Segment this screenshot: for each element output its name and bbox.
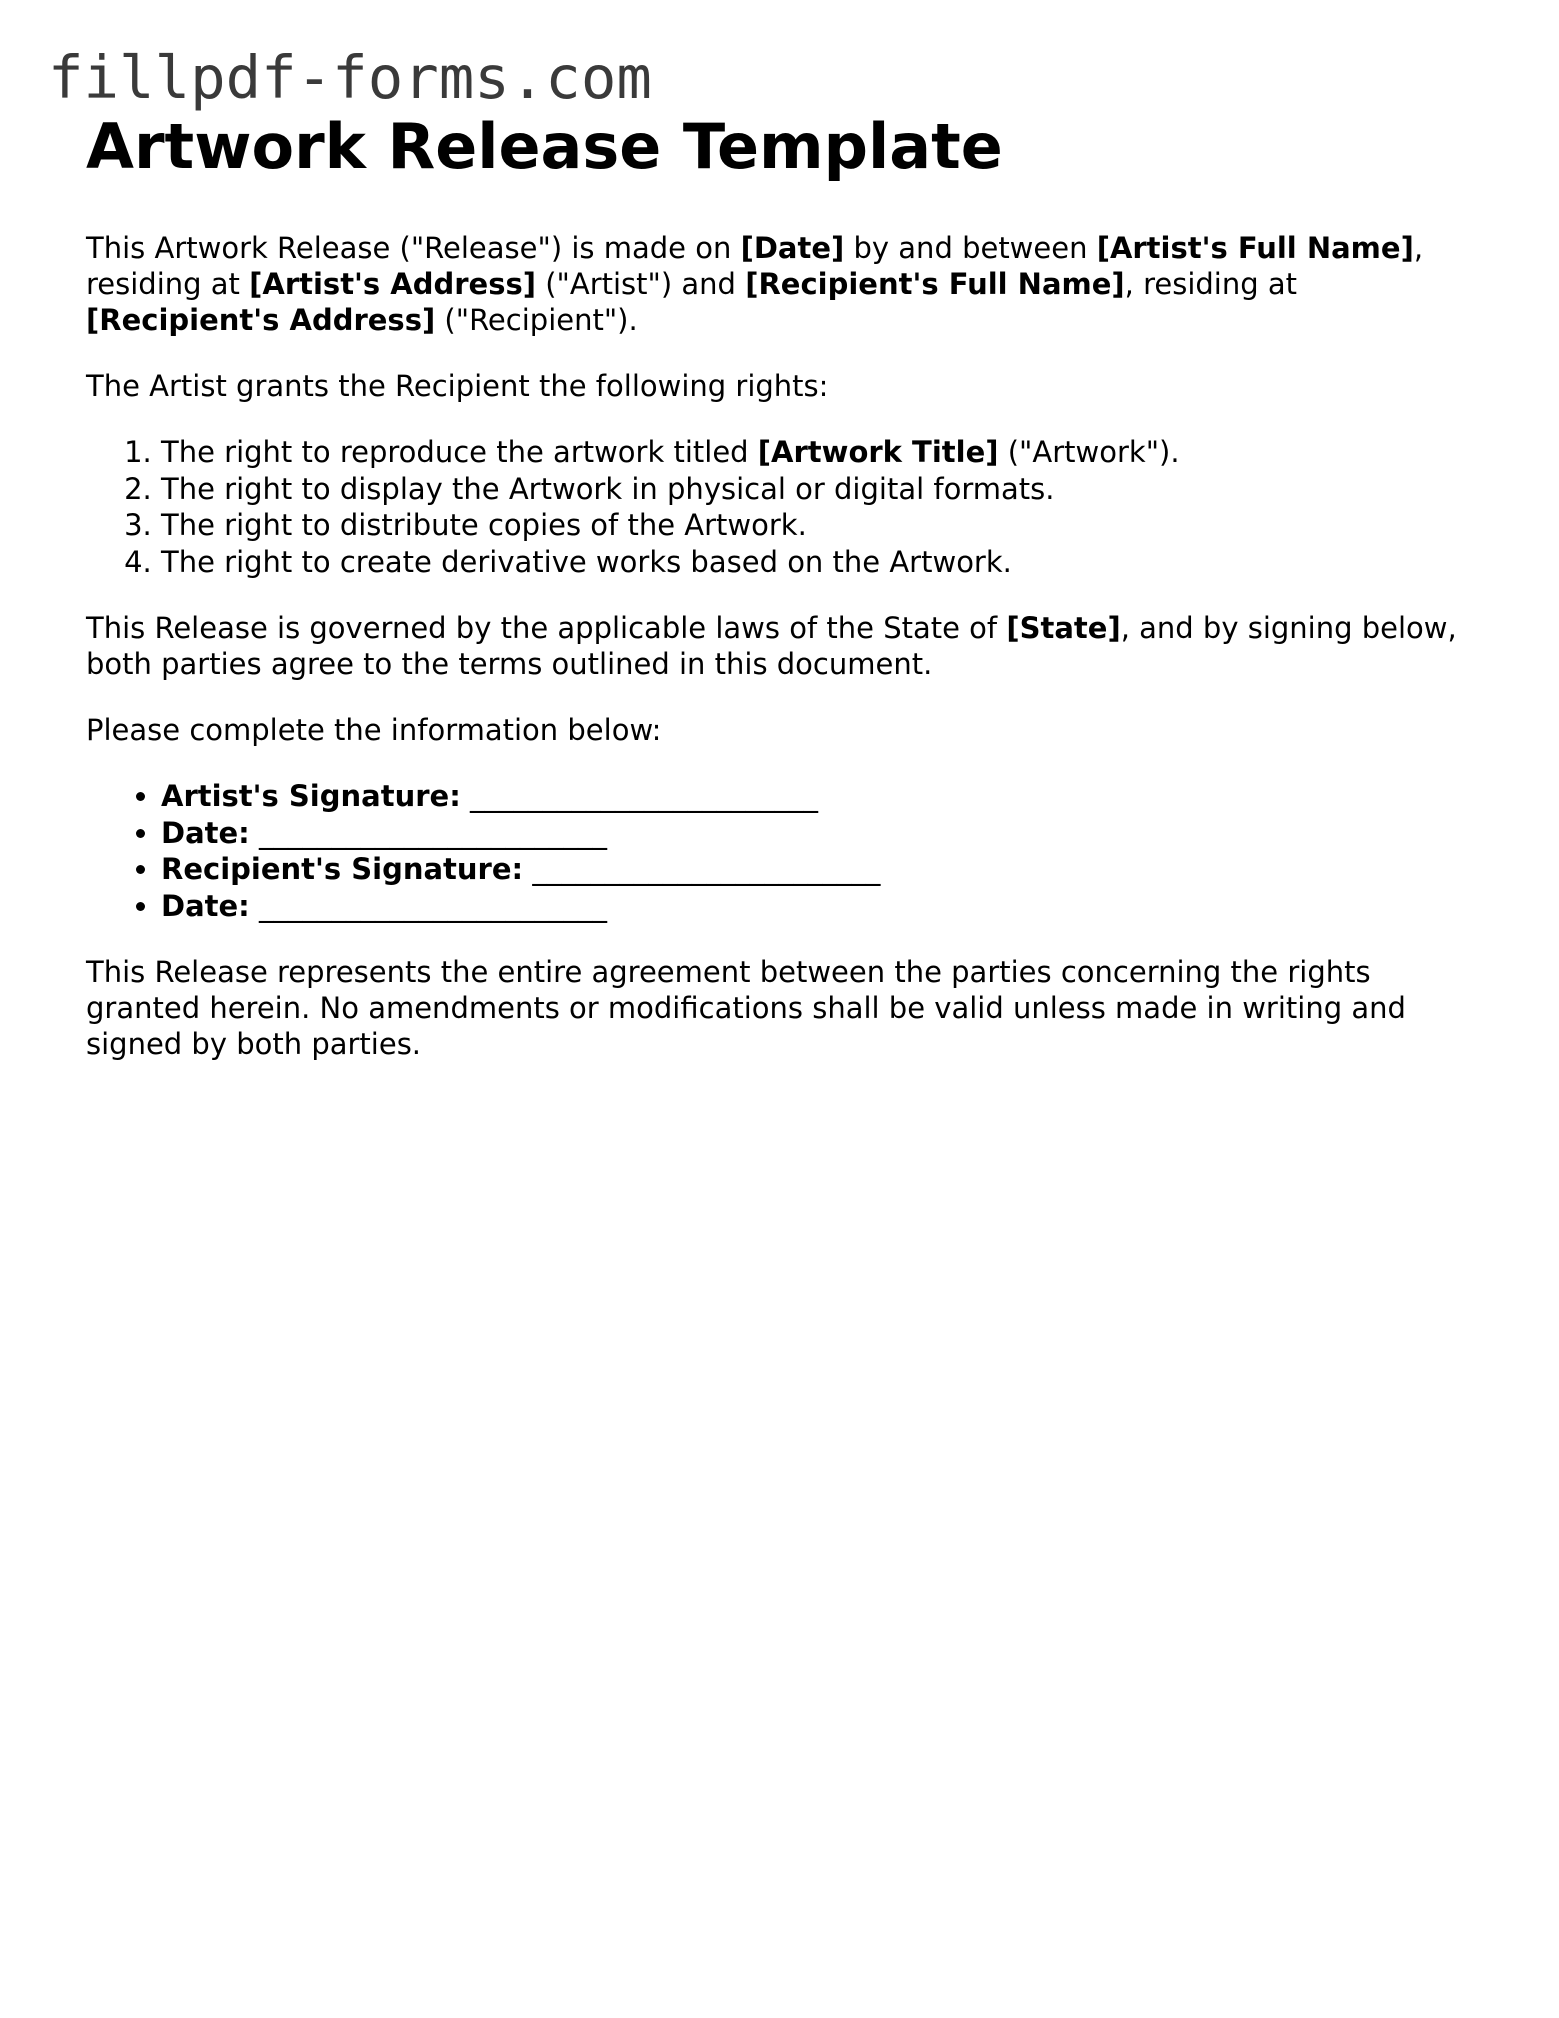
signature-item-artist-date: [161, 815, 1486, 852]
intro-text: by and between: [844, 231, 1097, 265]
artist-address-placeholder: [Artist's Address]: [249, 267, 536, 301]
governing-law-paragraph: [86, 610, 1486, 682]
watermark-text: fillpdf-forms.com: [48, 43, 652, 112]
signature-list: [86, 778, 1486, 924]
intro-text: This Artwork Release ("Release") is made on: [86, 231, 741, 265]
intro-text: ("Artist") and: [536, 267, 746, 301]
date-line[interactable]: ________________________: [259, 888, 607, 923]
page-title: Artwork Release Template: [86, 110, 1003, 183]
intro-paragraph: [86, 230, 1486, 338]
rights-item-distribute: 3. The right to distribute copies of the Artwork.: [161, 507, 1486, 544]
rights-text: ("Artwork").: [998, 435, 1180, 469]
signature-label: Date:: [161, 815, 250, 850]
closing-paragraph: This Release represents the entire agreement between the parties concerning the rights granted herein. No amendments or modifications shall be valid unless made in writing and signed by both parties.: [86, 955, 1406, 1061]
recipient-name-placeholder: [Recipient's Full Name]: [745, 267, 1125, 301]
artwork-title-placeholder: [Artwork Title]: [757, 435, 999, 469]
state-placeholder: [State]: [1006, 611, 1121, 645]
signature-item-artist: [161, 778, 1486, 815]
governing-text: , and by signing below, both parties agree to the terms outlined in this document.: [86, 611, 1457, 681]
signature-line[interactable]: ________________________: [532, 852, 881, 886]
signature-item-recipient: [161, 851, 1486, 888]
date-line[interactable]: ________________________: [259, 815, 607, 850]
rights-intro: The Artist grants the Recipient the following rights:: [86, 369, 829, 403]
signature-line[interactable]: ________________________: [470, 779, 819, 813]
intro-text: , residing at: [86, 231, 1424, 301]
complete-prompt: Please complete the information below:: [86, 713, 662, 747]
rights-item-display: 2. The right to display the Artwork in physical or digital formats.: [161, 471, 1486, 508]
intro-text: ("Recipient").: [435, 303, 638, 337]
signature-item-recipient-date: [161, 888, 1486, 925]
recipient-address-placeholder: [Recipient's Address]: [86, 303, 436, 337]
rights-item-reproduce: [161, 434, 1486, 471]
rights-text: The right to reproduce the artwork titled: [161, 435, 758, 469]
signature-label: Artist's Signature:: [161, 779, 461, 813]
rights-list: [86, 434, 1486, 580]
intro-text: , residing at: [1124, 267, 1298, 301]
signature-label: Recipient's Signature:: [161, 852, 524, 886]
governing-text: This Release is governed by the applicable laws of the State of: [86, 611, 1007, 645]
artist-name-placeholder: [Artist's Full Name]: [1096, 231, 1414, 265]
document-body: [86, 108, 1486, 1092]
rights-item-derivative: 4. The right to create derivative works based on the Artwork.: [161, 544, 1486, 581]
date-placeholder: [Date]: [740, 231, 845, 265]
signature-label: Date:: [161, 888, 250, 923]
